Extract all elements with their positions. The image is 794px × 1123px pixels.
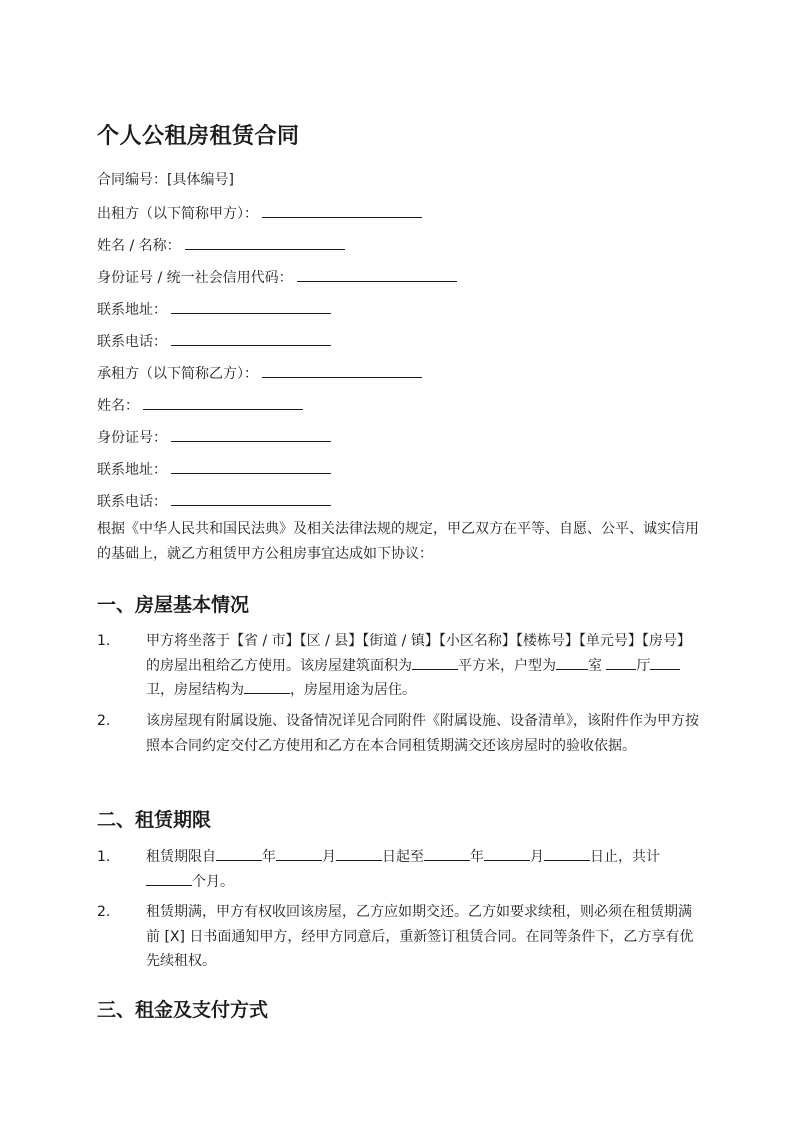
item-text: 年 — [262, 849, 276, 865]
lessor-blank — [262, 202, 422, 218]
item-number: 2. — [97, 713, 111, 729]
lessor-id-label: 身份证号 / 统一社会信用代码： — [97, 270, 293, 286]
lessee-phone-blank — [171, 490, 331, 506]
item-text: 卫，房屋结构为 — [146, 682, 244, 698]
item-text: 室 — [588, 657, 602, 674]
section-heading: 一、房屋基本情况 — [97, 594, 250, 616]
lessor-id-blank — [297, 266, 457, 282]
area-blank — [412, 655, 458, 670]
section2-item2: 租赁期满，甲方有权收回该房屋，乙方应如期交还。乙方如要求续租，则必须在租赁期满前 [X] 日书面通知甲方，经甲方同意后，重新签订租赁合同。在同等条件下，乙方享有优先续租权。 — [146, 904, 694, 969]
lessor-id-line — [97, 266, 457, 288]
preamble-paragraph: 根据《中华人民共和国民法典》及相关法律法规的规定，甲乙双方在平等、自愿、公平、诚实信用的基础上，就乙方租赁甲方公租房事宜达成如下协议： — [97, 521, 699, 562]
item-text: 日起至 — [382, 849, 424, 865]
section-heading: 三、租金及支付方式 — [97, 999, 269, 1021]
contract-number-line — [97, 170, 234, 190]
lessor-address-blank — [171, 298, 331, 314]
item-text: 租赁期限自 — [146, 849, 216, 865]
lessee-id-line — [97, 426, 331, 448]
lessee-phone-label: 联系电话： — [97, 494, 167, 510]
start-year-blank — [216, 846, 262, 861]
lessee-address-blank — [171, 458, 331, 474]
lessor-name-label: 姓名 / 名称： — [97, 238, 181, 254]
item-number: 1. — [97, 633, 111, 649]
item-number: 1. — [97, 849, 111, 865]
lessor-heading-line — [97, 202, 422, 224]
halls-blank — [606, 655, 636, 670]
section2-item1 — [146, 845, 702, 894]
item-text: 厅 — [636, 657, 651, 674]
lessor-address-label: 联系地址： — [97, 302, 167, 318]
item-number: 2. — [97, 904, 111, 920]
contract-number-value: [具体编号] — [167, 172, 234, 188]
lessee-name-blank — [143, 394, 303, 410]
end-year-blank — [424, 846, 470, 861]
lessee-address-line — [97, 458, 331, 480]
item-text: 平方米，户型为 — [458, 657, 556, 674]
lessee-address-label: 联系地址： — [97, 462, 167, 478]
item-text: 月 — [322, 849, 336, 865]
item-text: ，房屋用途为居住。 — [290, 682, 416, 698]
total-months-blank — [146, 871, 192, 886]
start-month-blank — [276, 846, 322, 861]
lessor-name-line — [97, 234, 345, 256]
lessee-phone-line — [97, 490, 331, 512]
structure-blank — [244, 679, 290, 694]
lessee-id-label: 身份证号： — [97, 430, 167, 446]
baths-blank — [650, 655, 680, 670]
section-heading: 二、租赁期限 — [97, 809, 212, 831]
item-text: 日止，共计 — [590, 849, 660, 865]
lessee-name-line — [97, 394, 303, 416]
lessee-heading: 承租方（以下简称乙方）： — [97, 366, 258, 382]
item-text: 年 — [470, 849, 484, 865]
section1-item1 — [146, 629, 702, 703]
lessee-name-label: 姓名： — [97, 398, 139, 414]
lessor-name-blank — [185, 234, 345, 250]
end-month-blank — [484, 846, 530, 861]
item-text: 个月。 — [192, 873, 234, 890]
item-text: 甲方将坐落于【省 / 市】【区 / 县】【街道 / 镇】【小区名称】【楼栋号】【单元号】【房号】的房屋出租给乙方使用。该房屋建筑面积为 — [146, 633, 691, 674]
contract-number-label: 合同编号： — [97, 172, 167, 188]
lessor-phone-label: 联系电话： — [97, 334, 167, 350]
document-title: 个人公租房租赁合同 — [97, 124, 300, 149]
lessee-blank — [262, 362, 422, 378]
section1-item2: 该房屋现有附属设施、设备情况详见合同附件《附属设施、设备清单》，该附件作为甲方按照本合同约定交付乙方使用和乙方在本合同租赁期满交还该房屋时的验收依据。 — [146, 713, 699, 754]
start-day-blank — [336, 846, 382, 861]
lessor-heading: 出租方（以下简称甲方）： — [97, 206, 258, 222]
lessee-id-blank — [171, 426, 331, 442]
lessor-phone-line — [97, 330, 331, 352]
lessor-phone-blank — [171, 330, 331, 346]
rooms-blank — [556, 655, 588, 670]
end-day-blank — [544, 846, 590, 861]
item-text: 月 — [530, 849, 544, 865]
lessor-address-line — [97, 298, 331, 320]
lessee-heading-line — [97, 362, 422, 384]
